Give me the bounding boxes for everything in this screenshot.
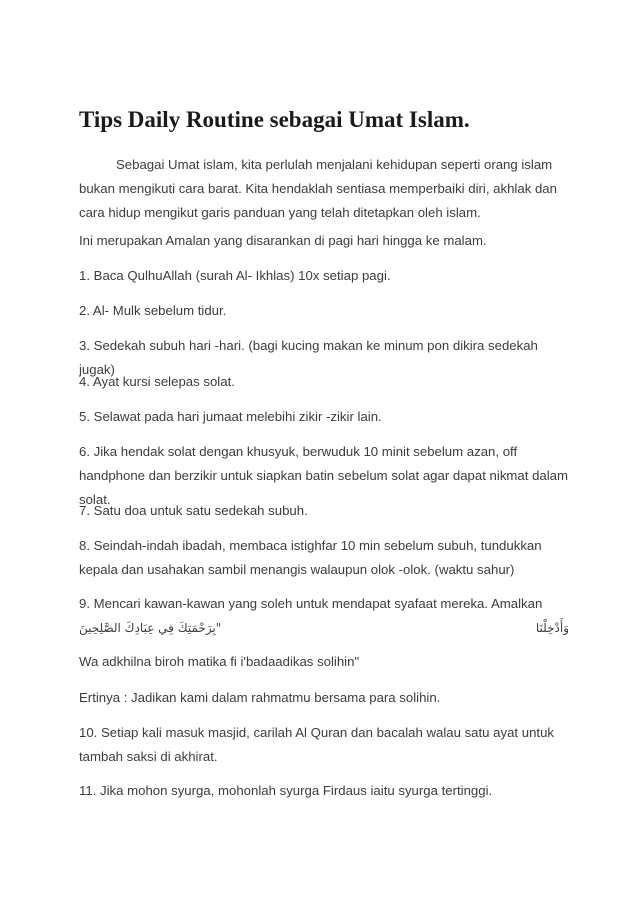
list-item-6: 6. Jika hendak solat dengan khusyuk, berwuduk 10 minit sebelum azan, off handphone dan berzikir untuk siapkan batin sebelum solat agar dapat nikmat dalam solat. <box>79 444 568 507</box>
list-item-1: 1. Baca QulhuAllah (surah Al- Ikhlas) 10x setiap pagi. <box>79 268 391 283</box>
intro-paragraph: Sebagai Umat islam, kita perlulah menjalani kehidupan seperti orang islam bukan mengikuti cara barat. Kita hendaklah sentiasa memperbaiki diri, akhlak dan cara hidup mengikut garis panduan yang telah ditetapkan oleh islam. <box>79 157 557 220</box>
item9-arabic-b: "بِرَحْمَتِكَ فِي عِبَادِكَ الصَّلِحِينَ <box>79 621 222 635</box>
list-item-8: 8. Seindah-indah ibadah, membaca istighfar 10 min sebelum subuh, tundukkan kepala dan usahakan sambil menangis walaupun olok -olok. (waktu sahur) <box>79 538 542 577</box>
list-item-11: 11. Jika mohon syurga, mohonlah syurga Firdaus iaitu syurga tertinggi. <box>79 783 493 798</box>
transliteration-line: Wa adkhilna biroh matika fi i'badaadikas solihin" <box>79 654 360 669</box>
list-item-10: 10. Setiap kali masuk masjid, carilah Al Quran dan bacalah walau satu ayat untuk tambah saksi di akhirat. <box>79 725 555 764</box>
list-item-4: 4. Ayat kursi selepas solat. <box>79 374 235 389</box>
list-item-3: 3. Sedekah subuh hari -hari. (bagi kucing makan ke minum pon dikira sedekah jugak) <box>79 338 538 377</box>
meaning-line: Ertinya : Jadikan kami dalam rahmatmu bersama para solihin. <box>79 690 441 705</box>
list-item-9 <box>79 592 569 640</box>
list-item-2: 2. Al- Mulk sebelum tidur. <box>79 303 227 318</box>
lead-paragraph: Ini merupakan Amalan yang disarankan di pagi hari hingga ke malam. <box>79 233 487 248</box>
item9-arabic-a: وَأَدْخِلْنَا <box>535 621 569 635</box>
list-item-5: 5. Selawat pada hari jumaat melebihi zikir -zikir lain. <box>79 409 382 424</box>
item9-text: 9. Mencari kawan-kawan yang soleh untuk mendapat syafaat mereka. Amalkan <box>79 596 543 611</box>
page-title: Tips Daily Routine sebagai Umat Islam. <box>79 107 470 132</box>
list-item-7: 7. Satu doa untuk satu sedekah subuh. <box>79 503 308 518</box>
